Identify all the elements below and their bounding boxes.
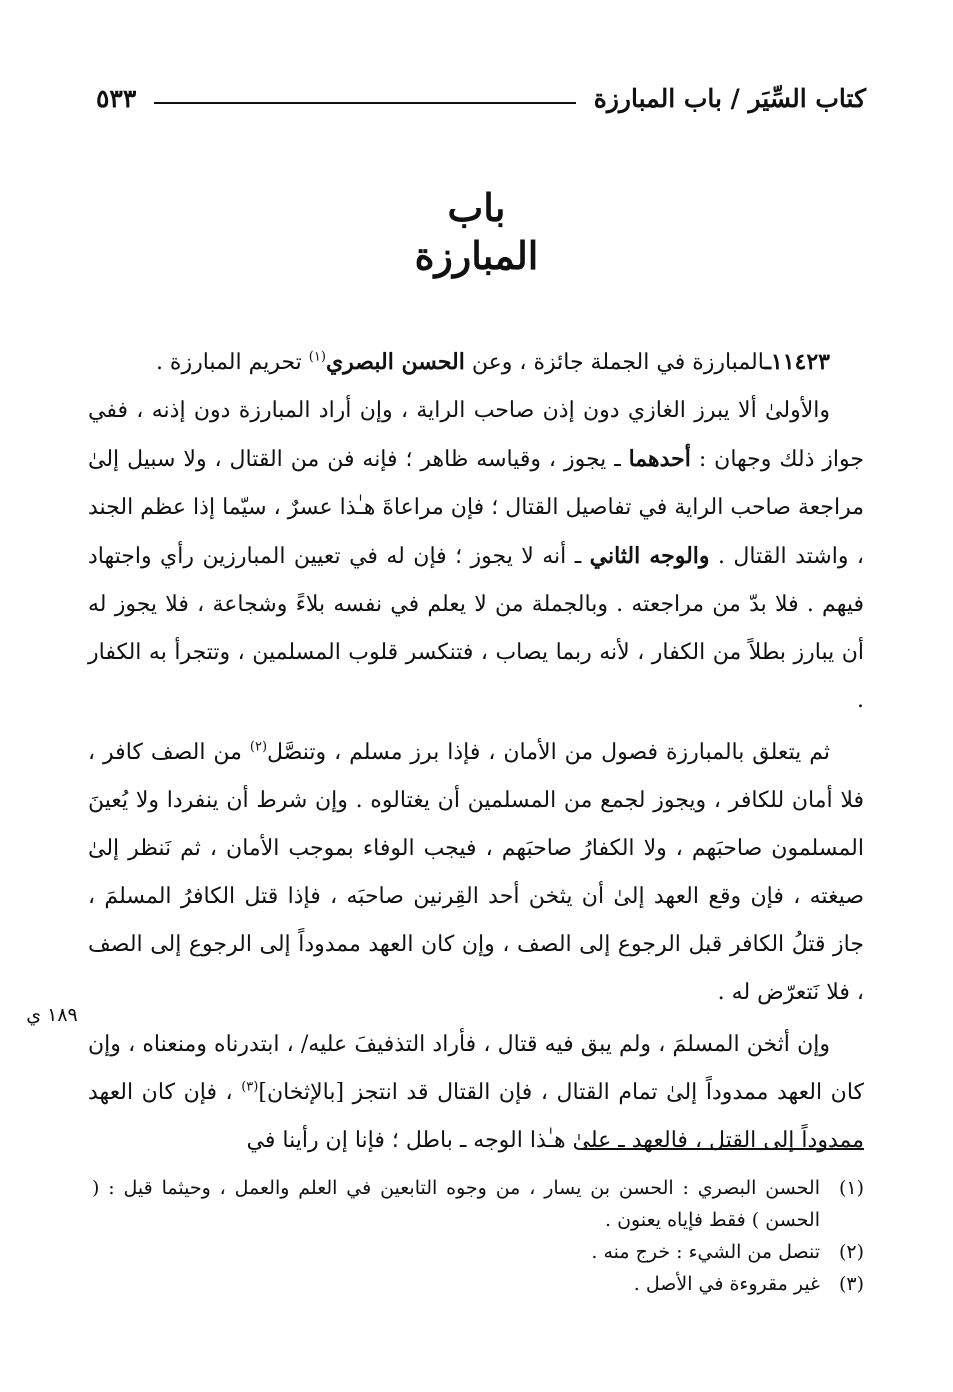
footnote-ref-1: (١)	[308, 349, 326, 365]
paragraph-2	[88, 387, 864, 725]
paragraph-1	[88, 338, 864, 387]
running-head	[96, 78, 866, 118]
paragraph-3-part2: من الصف كافر ، فلا أمان للكافر ، ويجوز لجمع من المسلمين أن يغتالوه . وإن شرط أن ينفردا ولا يُعينَ المسلمون صاحبَهم ، ولا الكفارُ صاحبَهم ، فيجب الوفاء بموجب الأمان ، ثم نَنظر إلىٰ صيغته ، فإن وقع العهد إلىٰ أن يثخن أحد القِرنين صاحبَه ، فإذا قتل الكافرُ المسلمَ ، جاز قتلُ الكافر قبل الرجوع إلى الصف ، وإن كان العهد ممدوداً إلى الرجوع إلى الصف ، فلا نَتعرّض له .	[88, 740, 864, 1005]
chapter-title	[0, 184, 953, 280]
running-head-rule	[154, 102, 575, 104]
footnote-1	[92, 1172, 864, 1236]
paragraph-1-part2: تحريم المبارزة .	[155, 350, 309, 375]
footnote-text: غير مقروءة في الأصل .	[633, 1273, 820, 1295]
paragraph-1-part1: المبارزة في الجملة جائزة ، وعن	[464, 350, 765, 375]
footnote-2	[92, 1236, 864, 1268]
paragraph-4-part2: ، فإن كان العهد ممدوداً إلى القتل ، فالعهد ـ علىٰ هـٰذا الوجه ـ باطل ؛ فإنا إن رأينا في	[88, 1080, 864, 1153]
footnote-number: (٢)	[838, 1241, 864, 1263]
footnote-number: (٣)	[838, 1273, 864, 1295]
paragraph-3	[88, 729, 864, 1017]
paragraph-4-part1: وإن أثخن المسلمَ ، ولم يبق فيه قتال ، فأراد التذفيفَ عليه/ ، ابتدرناه ومنعناه ، وإن كان العهد ممدوداً إلىٰ تمام القتال ، فإن القتال قد انتجز [بالإثخان]	[88, 1032, 865, 1105]
footnotes	[92, 1172, 864, 1300]
paragraph-2-bold2: والوجه الثاني	[589, 543, 710, 569]
footnote-3	[92, 1268, 864, 1300]
page-number: ٥٣٣	[96, 83, 137, 113]
body-text	[88, 338, 864, 1165]
entry-number: ١١٤٢٣ـ	[764, 349, 830, 375]
person-name-hasan-basri: الحسن البصري	[325, 349, 465, 375]
paragraph-2-part3: ـ أنه لا يجوز ؛ فإن له في تعيين المبارزين رأي واجتهاد فيهم . فلا بدّ من مراجعته . وبالجملة من لا يعلم في نفسه بلاءً وشجاعة ، فلا يجوز له أن يبارز بطلاً من الكفار ، لأنه ربما يصاب ، فتنكسر قلوب المسلمين ، وتتجرأ به الكفار .	[88, 544, 864, 713]
paragraph-2-bold1: أحدهما	[628, 446, 691, 472]
paragraph-2-part1: والأولىٰ ألا يبرز الغازي دون إذن صاحب الراية ، وإن أراد المبارزة دون إذنه ، ففي جواز ذلك وجهان :	[88, 398, 865, 472]
footnote-text: الحسن البصري : الحسن بن يسار ، من وجوه التابعين في العلم والعمل ، وحيثما قيل : ( الحسن ) فقط فإياه يعنون .	[92, 1177, 820, 1231]
footnote-ref-2: (٢)	[249, 739, 268, 755]
manuscript-margin-note: ١٨٩ ي	[26, 1004, 78, 1026]
chapter-title-line1: باب	[447, 185, 506, 230]
footnote-divider	[581, 1148, 864, 1150]
paragraph-4	[88, 1021, 864, 1165]
footnote-text: تنصل من الشيء : خرج منه .	[591, 1241, 820, 1263]
chapter-title-line2: المبارزة	[414, 233, 539, 278]
paragraph-3-part1: ثم يتعلق بالمبارزة فصول من الأمان ، فإذا برز مسلم ، وتنصَّل	[267, 740, 830, 765]
footnote-ref-3: (٣)	[241, 1079, 259, 1095]
paragraph-2-part2: ـ يجوز ، وقياسه ظاهر ؛ فإنه فن من القتال ، ولا سبيل إلىٰ مراجعة صاحب الراية في تفاصيل القتال ؛ فإن مراعاةَ هـٰذا عسرٌ ، سيّما إذا عظم الجند ، واشتد القتال .	[88, 447, 864, 569]
running-head-title: كتاب السِّيَر / باب المبارزة	[593, 83, 866, 113]
footnote-number: (١)	[838, 1177, 864, 1199]
